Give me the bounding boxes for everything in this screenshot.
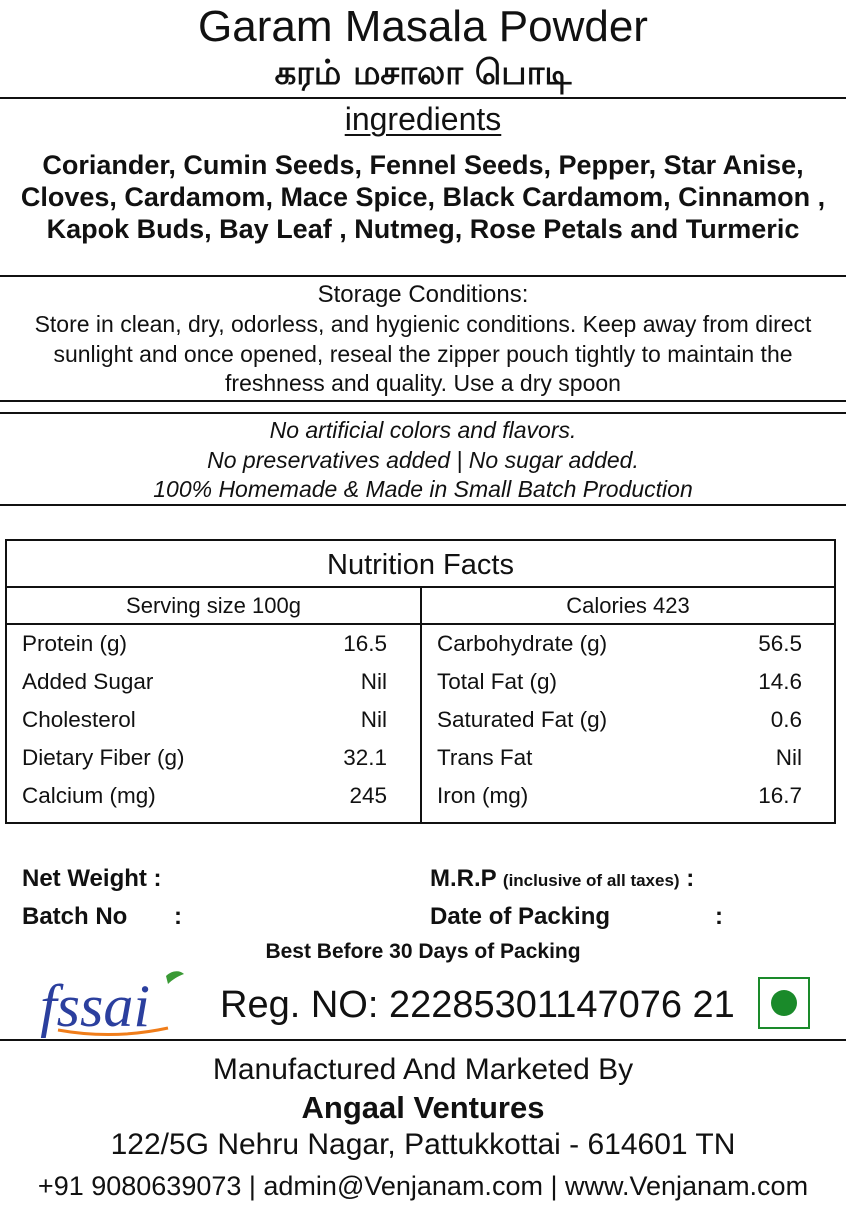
leaf-icon — [166, 971, 184, 984]
company-address: 122/5G Nehru Nagar, Pattukkottai - 614601 TN — [110, 1128, 736, 1161]
calories: Calories 423 — [566, 593, 690, 618]
veg-symbol-icon — [758, 977, 810, 1029]
ingredients-text: Coriander, Cumin Seeds, Fennel Seeds, Pepper, Star Anise, Cloves, Cardamom, Mace Spice, Black Cardamom, Cinnamon , Kapok Buds, Bay Leaf , Nutmeg, Rose Petals and Turmeric — [20, 150, 826, 244]
manufacturer-heading: Manufactured And Marketed By — [212, 1053, 634, 1086]
product-claims — [0, 416, 846, 505]
mrp-text: M.R.P — [430, 865, 497, 892]
claim-line: No preservatives added | No sugar added. — [207, 446, 639, 473]
nutrient-label: Dietary Fiber (g) — [22, 745, 185, 770]
best-before: Best Before 30 Days of Packing — [265, 940, 581, 963]
divider — [0, 412, 846, 414]
nutrient-value: Nil — [360, 707, 387, 732]
storage-text: Store in clean, dry, odorless, and hygienic conditions. Keep away from direct sunlight and once opened, reseal the zipper pouch tightly to maintain the freshness and quality. Use a dry spoon — [34, 311, 812, 396]
nutrient-label: Trans Fat — [437, 745, 533, 770]
nutrient-value: 56.5 — [758, 631, 802, 656]
nutrient-value: Nil — [360, 669, 387, 694]
mrp-colon: : — [686, 865, 695, 892]
fssai-logo — [38, 968, 188, 1038]
company-contact: +91 9080639073 | admin@Venjanam.com | www.Venjanam.com — [37, 1171, 809, 1201]
batch-no-colon: : — [174, 903, 182, 930]
claim-line: No artificial colors and flavors. — [269, 417, 577, 443]
ingredients-heading: ingredients — [344, 101, 502, 137]
net-weight-label: Net Weight : — [22, 865, 162, 892]
divider — [0, 504, 846, 506]
table-column-divider — [420, 586, 422, 824]
nutrient-value: 0.6 — [770, 707, 802, 732]
company-name: Angaal Ventures — [301, 1090, 545, 1125]
product-title-tamil: கரம் மசாலா பொடி — [274, 53, 572, 93]
nutrient-label: Cholesterol — [22, 707, 136, 732]
divider — [0, 400, 846, 402]
mrp-note: (inclusive of all taxes) — [502, 871, 680, 890]
batch-no-label: Batch No — [22, 903, 128, 930]
nutrient-label: Carbohydrate (g) — [437, 631, 608, 656]
divider — [0, 1039, 846, 1041]
packing-date-colon: : — [715, 903, 723, 930]
nutrient-label: Iron (mg) — [437, 783, 529, 808]
divider — [0, 97, 846, 99]
nutrient-value: Nil — [775, 745, 802, 770]
nutrient-label: Calcium (mg) — [22, 783, 156, 808]
registration-number: Reg. NO: 22285301147076 21 — [220, 984, 735, 1026]
fssai-logo-text: fssai — [40, 973, 151, 1038]
nutrient-value: 32.1 — [343, 745, 387, 770]
nutrient-value: 16.7 — [758, 783, 802, 808]
packing-date-label: Date of Packing — [430, 903, 611, 930]
mrp-label — [430, 864, 694, 896]
nutrition-title: Nutrition Facts — [327, 549, 514, 581]
divider — [0, 275, 846, 277]
product-title: Garam Masala Powder — [198, 2, 648, 51]
nutrient-value: 14.6 — [758, 669, 802, 694]
nutrient-value: 16.5 — [343, 631, 387, 656]
nutrient-label: Added Sugar — [22, 669, 154, 694]
veg-dot-icon — [771, 990, 797, 1016]
claim-line: 100% Homemade & Made in Small Batch Production — [153, 476, 693, 502]
nutrient-value: 245 — [349, 783, 387, 808]
nutrient-label: Saturated Fat (g) — [437, 707, 608, 732]
storage-heading: Storage Conditions: — [317, 281, 529, 308]
serving-size: Serving size 100g — [126, 593, 301, 618]
nutrition-facts-table — [5, 539, 836, 824]
nutrient-label: Total Fat (g) — [437, 669, 558, 694]
nutrient-label: Protein (g) — [22, 631, 128, 656]
